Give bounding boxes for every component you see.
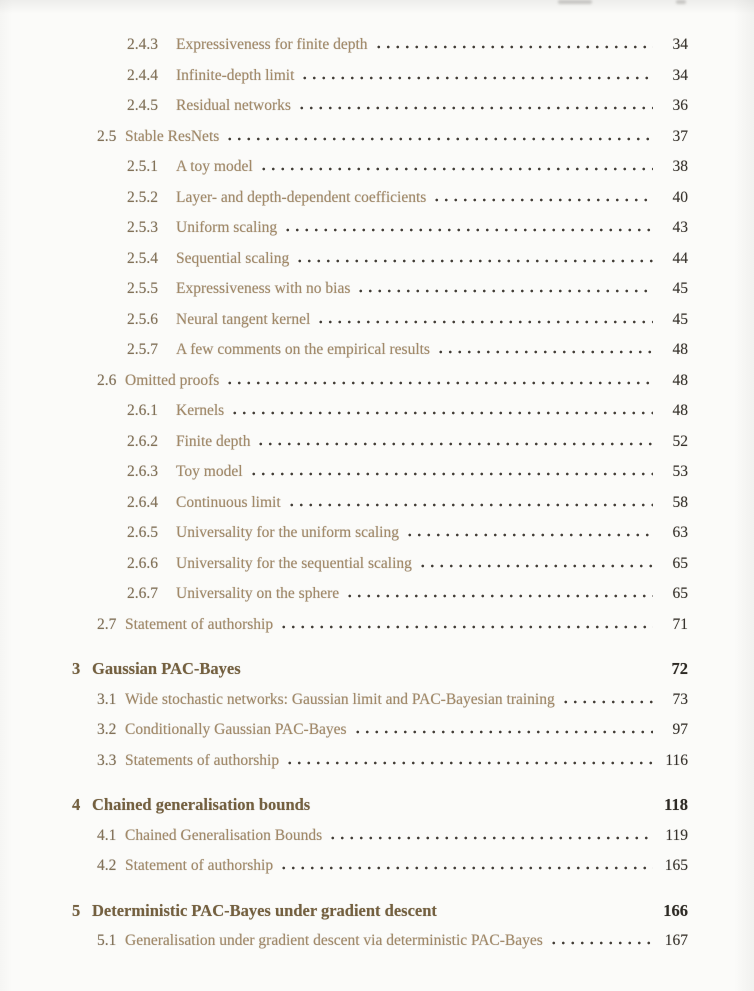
toc-entry-title: Infinite-depth limit <box>176 66 295 84</box>
toc-entry[interactable] <box>72 305 688 336</box>
toc-entry-title: Expressiveness for finite depth <box>176 36 368 53</box>
toc-entry-page: 44 <box>672 249 688 267</box>
toc-entry-page: 166 <box>663 900 688 920</box>
toc-entry-number: 2.4.3 <box>127 36 158 53</box>
toc-entry-number: 5.1 <box>97 932 117 949</box>
toc-entry[interactable] <box>72 366 688 397</box>
toc-entry[interactable] <box>72 274 688 305</box>
dot-leader <box>283 228 653 232</box>
toc-entry-page: 40 <box>672 188 688 206</box>
toc-entry-number: 2.6.3 <box>127 463 158 480</box>
toc-entry-number: 2.5.7 <box>127 341 158 358</box>
toc-entry-page: 167 <box>664 932 688 949</box>
toc-entry-number: 3.2 <box>97 721 117 738</box>
toc-entry-page: 38 <box>672 158 688 175</box>
toc-entry-page: 48 <box>672 341 688 358</box>
toc-entry-number: 2.6.5 <box>127 524 158 541</box>
toc-entry-title: Statement of authorship <box>125 857 274 874</box>
toc-entry-number: 3 <box>72 659 81 678</box>
toc-entry-page: 71 <box>672 615 688 633</box>
toc-entry-title: Expressiveness with no bias <box>176 280 351 297</box>
toc-entry-page: 48 <box>672 371 688 389</box>
toc-list <box>72 30 688 957</box>
toc-entry-title: A toy model <box>176 158 253 175</box>
toc-entry-page: 116 <box>665 751 688 769</box>
dot-leader <box>353 730 653 734</box>
dot-leader <box>249 472 653 476</box>
dot-leader <box>259 167 653 171</box>
toc-entry-page: 63 <box>672 524 688 541</box>
toc-entry[interactable] <box>72 213 688 244</box>
dot-leader <box>279 625 653 629</box>
toc-entry-title: Universality for the uniform scaling <box>176 524 399 541</box>
toc-entry-page: 58 <box>672 493 688 511</box>
dot-leader <box>225 381 653 385</box>
dot-leader <box>295 259 653 263</box>
toc-entry[interactable] <box>72 518 688 549</box>
toc-entry[interactable] <box>72 790 688 821</box>
dot-leader <box>328 836 653 840</box>
dot-leader <box>561 700 653 704</box>
dot-leader <box>230 411 653 415</box>
dot-leader <box>432 198 653 202</box>
toc-entry-page: 118 <box>664 795 688 814</box>
toc-entry-page: 48 <box>672 402 688 419</box>
toc-entry[interactable] <box>72 579 688 610</box>
toc-entry-title: A few comments on the empirical results <box>176 341 430 358</box>
dot-leader <box>374 45 653 49</box>
toc-entry-number: 2.5.5 <box>127 280 158 297</box>
toc-entry-number: 2.5 <box>97 127 117 145</box>
toc-entry-title: Wide stochastic networks: Gaussian limit and PAC-Bayesian training <box>125 690 555 708</box>
toc-entry-title: Kernels <box>176 402 225 419</box>
toc-entry-title: Deterministic PAC-Bayes under gradient descent <box>92 900 437 920</box>
toc-entry[interactable] <box>72 30 688 61</box>
dot-leader <box>345 594 653 598</box>
dot-leader <box>436 350 653 354</box>
dot-leader <box>297 106 653 110</box>
toc-entry[interactable] <box>72 152 688 183</box>
toc-entry[interactable] <box>72 610 688 641</box>
toc-entry-number: 2.5.2 <box>127 188 158 206</box>
toc-entry[interactable] <box>72 851 688 882</box>
toc-entry-number: 2.6.4 <box>127 493 158 511</box>
toc-entry-page: 36 <box>672 97 688 114</box>
dot-leader <box>287 503 653 507</box>
toc-entry-page: 72 <box>671 659 688 678</box>
toc-entry-title: Chained generalisation bounds <box>92 795 311 814</box>
dot-leader <box>418 564 653 568</box>
toc-entry-page: 119 <box>665 826 688 844</box>
toc-entry[interactable] <box>72 549 688 580</box>
toc-entry-title: Conditionally Gaussian PAC-Bayes <box>125 721 347 738</box>
toc-entry[interactable] <box>72 61 688 92</box>
dot-leader <box>549 941 653 945</box>
toc-entry-number: 2.4.4 <box>127 66 158 84</box>
toc-entry-number: 2.5.1 <box>127 158 158 175</box>
toc-entry-title: Gaussian PAC-Bayes <box>92 659 241 678</box>
toc-entry[interactable] <box>72 746 688 777</box>
toc-entry-number: 4.1 <box>97 826 117 844</box>
toc-entry-page: 52 <box>672 432 688 450</box>
toc-entry[interactable] <box>72 122 688 153</box>
toc-entry-title: Toy model <box>176 463 243 480</box>
toc-entry-number: 2.5.3 <box>127 219 158 236</box>
toc-entry-number: 3.3 <box>97 751 117 769</box>
dot-leader <box>279 866 653 870</box>
toc-entry[interactable] <box>72 396 688 427</box>
toc-entry[interactable] <box>72 685 688 716</box>
toc-entry[interactable] <box>72 244 688 275</box>
toc-entry-page: 34 <box>672 36 688 53</box>
toc-entry-title: Omitted proofs <box>125 371 220 389</box>
toc-entry-page: 45 <box>672 280 688 297</box>
toc-entry-page: 97 <box>672 721 688 738</box>
toc-entry[interactable] <box>72 715 688 746</box>
dot-leader <box>225 137 653 141</box>
toc-entry-title: Uniform scaling <box>176 219 278 236</box>
toc-entry-number: 4 <box>72 795 81 814</box>
toc-entry-page: 45 <box>672 310 688 328</box>
toc-entry[interactable] <box>72 488 688 519</box>
toc-entry-number: 2.7 <box>97 615 117 633</box>
dot-leader <box>316 320 653 324</box>
toc-entry[interactable] <box>72 457 688 488</box>
toc-entry-number: 5 <box>72 900 81 920</box>
dot-leader <box>300 76 653 80</box>
toc-entry-number: 2.6.1 <box>127 402 158 419</box>
toc-entry-number: 4.2 <box>97 857 117 874</box>
toc-entry-number: 3.1 <box>97 690 117 708</box>
toc-entry-page: 73 <box>672 690 688 708</box>
toc-entry-title: Sequential scaling <box>176 249 290 267</box>
dot-leader <box>256 442 653 446</box>
cropped-header-artifact <box>558 0 592 4</box>
toc-entry-number: 2.6.7 <box>127 585 158 602</box>
toc-entry-title: Layer- and depth-dependent coefficients <box>176 188 427 206</box>
toc-entry-page: 43 <box>672 219 688 236</box>
dot-leader <box>405 533 653 537</box>
toc-entry-number: 2.6.2 <box>127 432 158 450</box>
toc-entry[interactable] <box>72 821 688 852</box>
toc-entry-title: Neural tangent kernel <box>176 310 311 328</box>
toc-entry-page: 53 <box>672 463 688 480</box>
toc-entry[interactable] <box>72 91 688 122</box>
toc-entry-title: Universality for the sequential scaling <box>176 554 412 572</box>
toc-entry-title: Statement of authorship <box>125 615 274 633</box>
toc-entry-title: Residual networks <box>176 97 291 114</box>
toc-entry[interactable] <box>72 896 688 927</box>
dot-leader <box>356 289 653 293</box>
toc-entry-number: 2.4.5 <box>127 97 158 114</box>
toc-entry-number: 2.6 <box>97 371 117 389</box>
toc-entry[interactable] <box>72 926 688 957</box>
toc-entry[interactable] <box>72 183 688 214</box>
toc-entry-title: Continuous limit <box>176 493 281 511</box>
toc-entry-title: Chained Generalisation Bounds <box>125 826 323 844</box>
dot-leader <box>285 761 653 765</box>
toc-entry[interactable] <box>72 335 688 366</box>
cropped-header-artifact <box>676 0 686 4</box>
toc-entry-page: 165 <box>664 857 688 874</box>
toc-entry-title: Universality on the sphere <box>176 585 340 602</box>
toc-entry-number: 2.5.6 <box>127 310 158 328</box>
toc-entry[interactable] <box>72 427 688 458</box>
toc-entry-title: Finite depth <box>176 432 251 450</box>
toc-entry-title: Statements of authorship <box>125 751 280 769</box>
toc-entry-page: 65 <box>672 585 688 602</box>
toc-entry[interactable] <box>72 654 688 685</box>
toc-entry-page: 65 <box>672 554 688 572</box>
toc-entry-title: Generalisation under gradient descent via deterministic PAC-Bayes <box>125 932 543 949</box>
toc-entry-number: 2.5.4 <box>127 249 158 267</box>
toc-entry-title: Stable ResNets <box>125 127 220 145</box>
toc-entry-page: 37 <box>672 127 688 145</box>
toc-entry-number: 2.6.6 <box>127 554 158 572</box>
toc-entry-page: 34 <box>672 66 688 84</box>
